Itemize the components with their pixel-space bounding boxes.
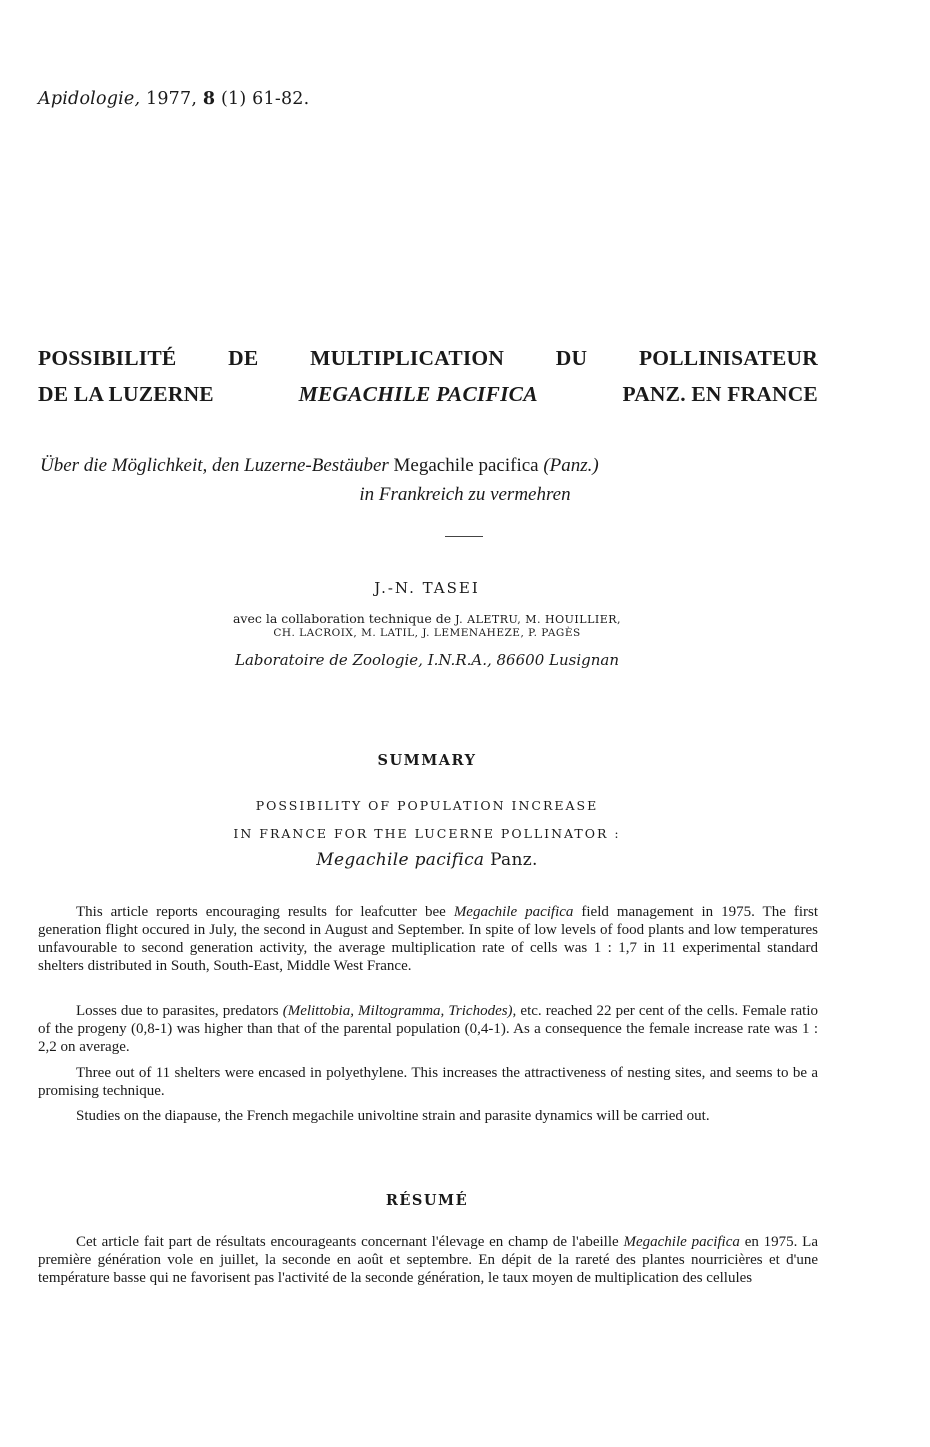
summary-p1-b: field management in 1975. The first generation flight occured in July, the second in August and September. In spite of low levels of food plants and low temperatures unfavourable to second generation activity, the average multiplication rate of cells was 1 : 1,7 in 11 experimental standard shelters distributed in South, South-East, Middle West France. [38,904,819,974]
summary-paragraph-3 [38,1064,818,1100]
german-title-author: (Panz.) [543,455,599,476]
journal-issue-pages: (1) 61-82. [221,89,310,109]
summary-p1-species: Megachile pacifica [453,904,574,920]
summary-p1-a: This article reports encouraging results for leafcutter bee [76,904,446,920]
title-species: MEGACHILE PACIFICA [298,382,538,406]
summary-p3-text: Three out of 11 shelters were encased in polyethylene. This increases the attractiveness of nesting sites, and seems to be a promising technique. [38,1065,818,1099]
summary-heading: SUMMARY [377,752,477,769]
journal-citation [38,89,309,109]
title-prefix: DE LA LUZERNE [38,382,214,406]
collaboration-line-1 [0,611,854,626]
title-word: MULTIPLICATION [310,346,505,370]
collaborators-2: CH. LACROIX, M. LATIL, J. LEMENAHEZE, P. PAGÈS [273,627,581,639]
german-title-line-1 [40,455,820,477]
german-title-line-2 [0,484,930,506]
summary-p2-a: Losses due to parasites, predators [76,1003,279,1019]
title-line-2 [38,382,818,407]
title-word: DE [228,346,259,370]
resume-p1-species: Megachile pacifica [623,1234,740,1250]
summary-paragraph-1 [38,903,818,975]
separator-rule [445,536,483,537]
english-title-author: Panz. [490,850,538,870]
summary-p2-b: etc. reached 22 per cent of the cells. Female ratio of the progeny (0,8-1) was higher than that of the parental population (0,4-1). As a consequence the female increase rate was 1 : 2,2 on average. [38,1003,819,1055]
german-title-line-2-text: in Frankreich zu vermehren [359,484,571,505]
collaborators-1: J. ALETRU, M. HOUILLIER, [455,613,622,626]
title-word: POSSIBILITÉ [38,346,177,370]
title-suffix: PANZ. EN FRANCE [622,382,818,406]
journal-year: 1977, [146,89,198,109]
german-title-species: Megachile pacifica [393,455,539,476]
journal-name: Apidologie, [38,89,141,109]
title-line-1 [38,346,818,371]
resume-p1-a: Cet article fait part de résultats encourageants concernant l'élevage en champ de l'abeille [76,1234,619,1250]
english-title-line-1: POSSIBILITY OF POPULATION INCREASE [255,798,599,813]
summary-paragraph-2 [38,1002,818,1056]
english-title-species: Megachile pacifica [316,850,485,870]
english-title-line-2: IN FRANCE FOR THE LUCERNE POLLINATOR : [233,826,621,841]
title-word: POLLINISATEUR [638,346,818,370]
english-title-species-line [0,850,854,870]
german-title-italic: Über die Möglichkeit, den Luzerne-Bestäuber [40,455,389,476]
laboratory-affiliation: Laboratoire de Zoologie, I.N.R.A., 86600 Lusignan [235,651,619,669]
journal-volume: 8 [202,89,216,109]
author-name: J.-N. TASEI [374,579,480,597]
resume-p1-b: en 1975. La première génération vole en juillet, la seconde en août et septembre. En dépit de la rareté des plantes nourricières et d'une température basse qui ne favorisent pas l'activité de la seconde génération, le taux moyen de multiplication des cellules [38,1234,819,1286]
summary-p4-text: Studies on the diapause, the French megachile univoltine strain and parasite dynamics will be carried out. [76,1108,710,1124]
resume-paragraph-1 [38,1233,818,1287]
title-word: DU [555,346,588,370]
summary-paragraph-4 [38,1107,818,1125]
summary-p2-taxa: (Melittobia, Miltogramma, Trichodes), [282,1003,517,1019]
collaboration-intro: avec la collaboration technique de [232,611,452,626]
resume-heading: RÉSUMÉ [385,1192,469,1209]
